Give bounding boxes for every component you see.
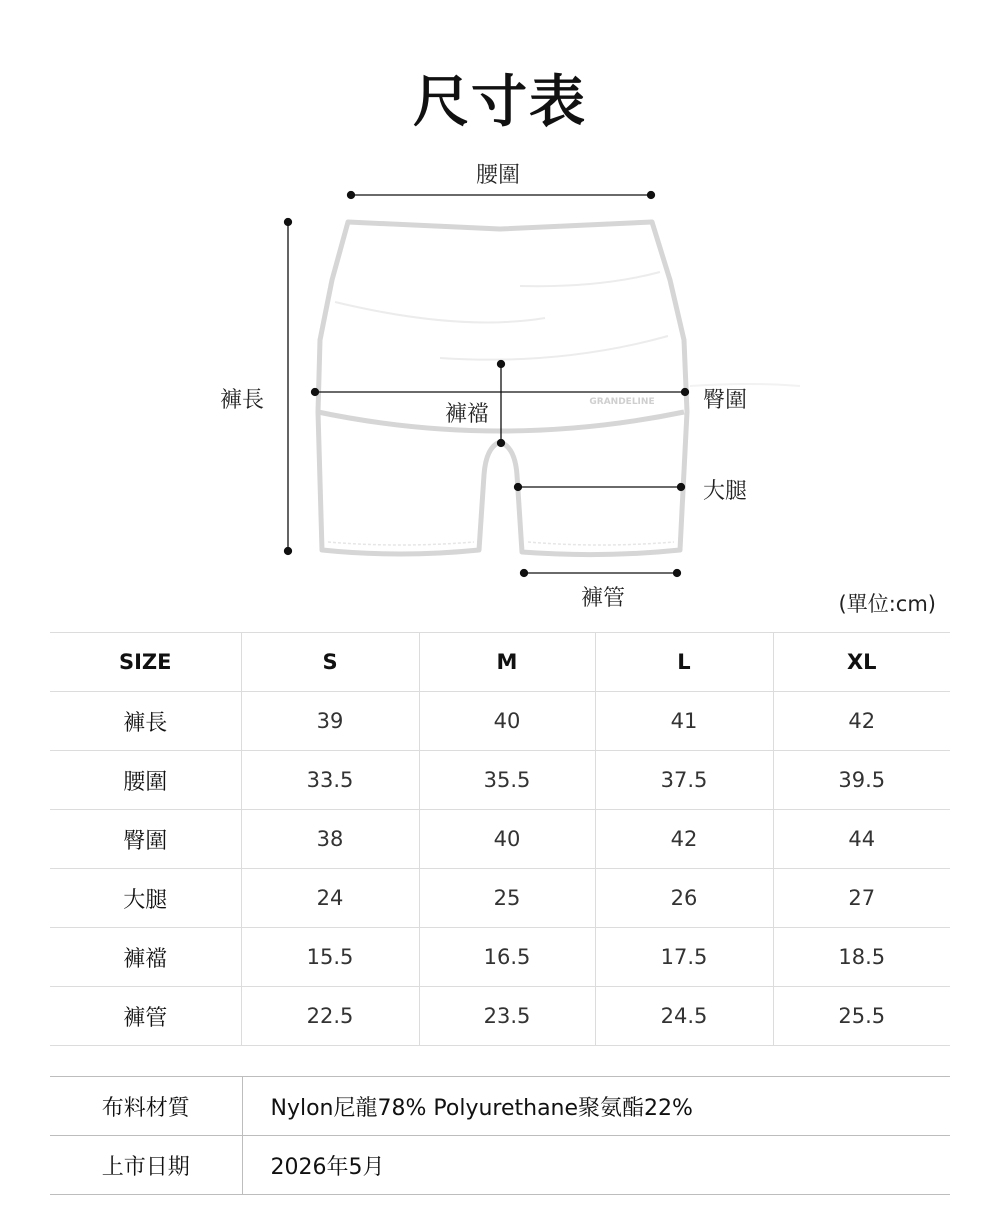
row-label: 臀圍: [50, 810, 241, 869]
table-cell: 23.5: [419, 987, 595, 1046]
table-cell: 44: [773, 810, 950, 869]
table-cell: 17.5: [595, 928, 773, 987]
material-value: Nylon尼龍78% Polyurethane聚氨酯22%: [242, 1077, 950, 1136]
label-leg-opening: 褲管: [581, 586, 626, 611]
page-title: 尺寸表: [413, 70, 587, 135]
table-cell: 39.5: [773, 751, 950, 810]
header-cell: XL: [773, 633, 950, 692]
table-cell: 42: [773, 692, 950, 751]
table-row: [50, 810, 950, 869]
table-cell: 38: [241, 810, 419, 869]
table-row: [50, 869, 950, 928]
row-label: 褲管: [50, 987, 241, 1046]
header-cell: S: [241, 633, 419, 692]
header-cell: M: [419, 633, 595, 692]
table-cell: 40: [419, 692, 595, 751]
table-cell: 18.5: [773, 928, 950, 987]
table-cell: 35.5: [419, 751, 595, 810]
table-row: [50, 928, 950, 987]
label-hip: 臀圍: [703, 388, 748, 413]
brand-mark: GRANDELINE: [589, 397, 655, 407]
table-row: [50, 692, 950, 751]
label-thigh: 大腿: [703, 479, 748, 504]
table-cell: 16.5: [419, 928, 595, 987]
product-info-table: [50, 1076, 950, 1195]
table-cell: 26: [595, 869, 773, 928]
info-row-release: [50, 1136, 950, 1195]
table-cell: 27: [773, 869, 950, 928]
table-cell: 33.5: [241, 751, 419, 810]
info-row-material: [50, 1077, 950, 1136]
table-cell: 41: [595, 692, 773, 751]
row-label: 褲襠: [50, 928, 241, 987]
header-cell: L: [595, 633, 773, 692]
table-cell: 15.5: [241, 928, 419, 987]
table-cell: 25.5: [773, 987, 950, 1046]
table-row: [50, 751, 950, 810]
table-row: [50, 987, 950, 1046]
table-cell: 24.5: [595, 987, 773, 1046]
table-cell: 22.5: [241, 987, 419, 1046]
label-length: 褲長: [220, 388, 265, 413]
table-cell: 37.5: [595, 751, 773, 810]
label-waist: 腰圍: [476, 163, 521, 188]
table-cell: 25: [419, 869, 595, 928]
shorts-illustration: [0, 150, 1000, 620]
table-cell: 39: [241, 692, 419, 751]
label-rise: 褲襠: [445, 402, 490, 427]
table-cell: 24: [241, 869, 419, 928]
table-cell: 40: [419, 810, 595, 869]
row-label: 褲長: [50, 692, 241, 751]
header-cell: SIZE: [50, 633, 241, 692]
table-cell: 42: [595, 810, 773, 869]
table-header-row: [50, 633, 950, 692]
unit-note: (單位:cm): [838, 592, 936, 616]
row-label: 大腿: [50, 869, 241, 928]
release-label: 上市日期: [50, 1136, 242, 1195]
material-label: 布料材質: [50, 1077, 242, 1136]
row-label: 腰圍: [50, 751, 241, 810]
measurement-diagram: [0, 150, 1000, 620]
release-value: 2026年5月: [242, 1136, 950, 1195]
size-table: [50, 632, 950, 1046]
